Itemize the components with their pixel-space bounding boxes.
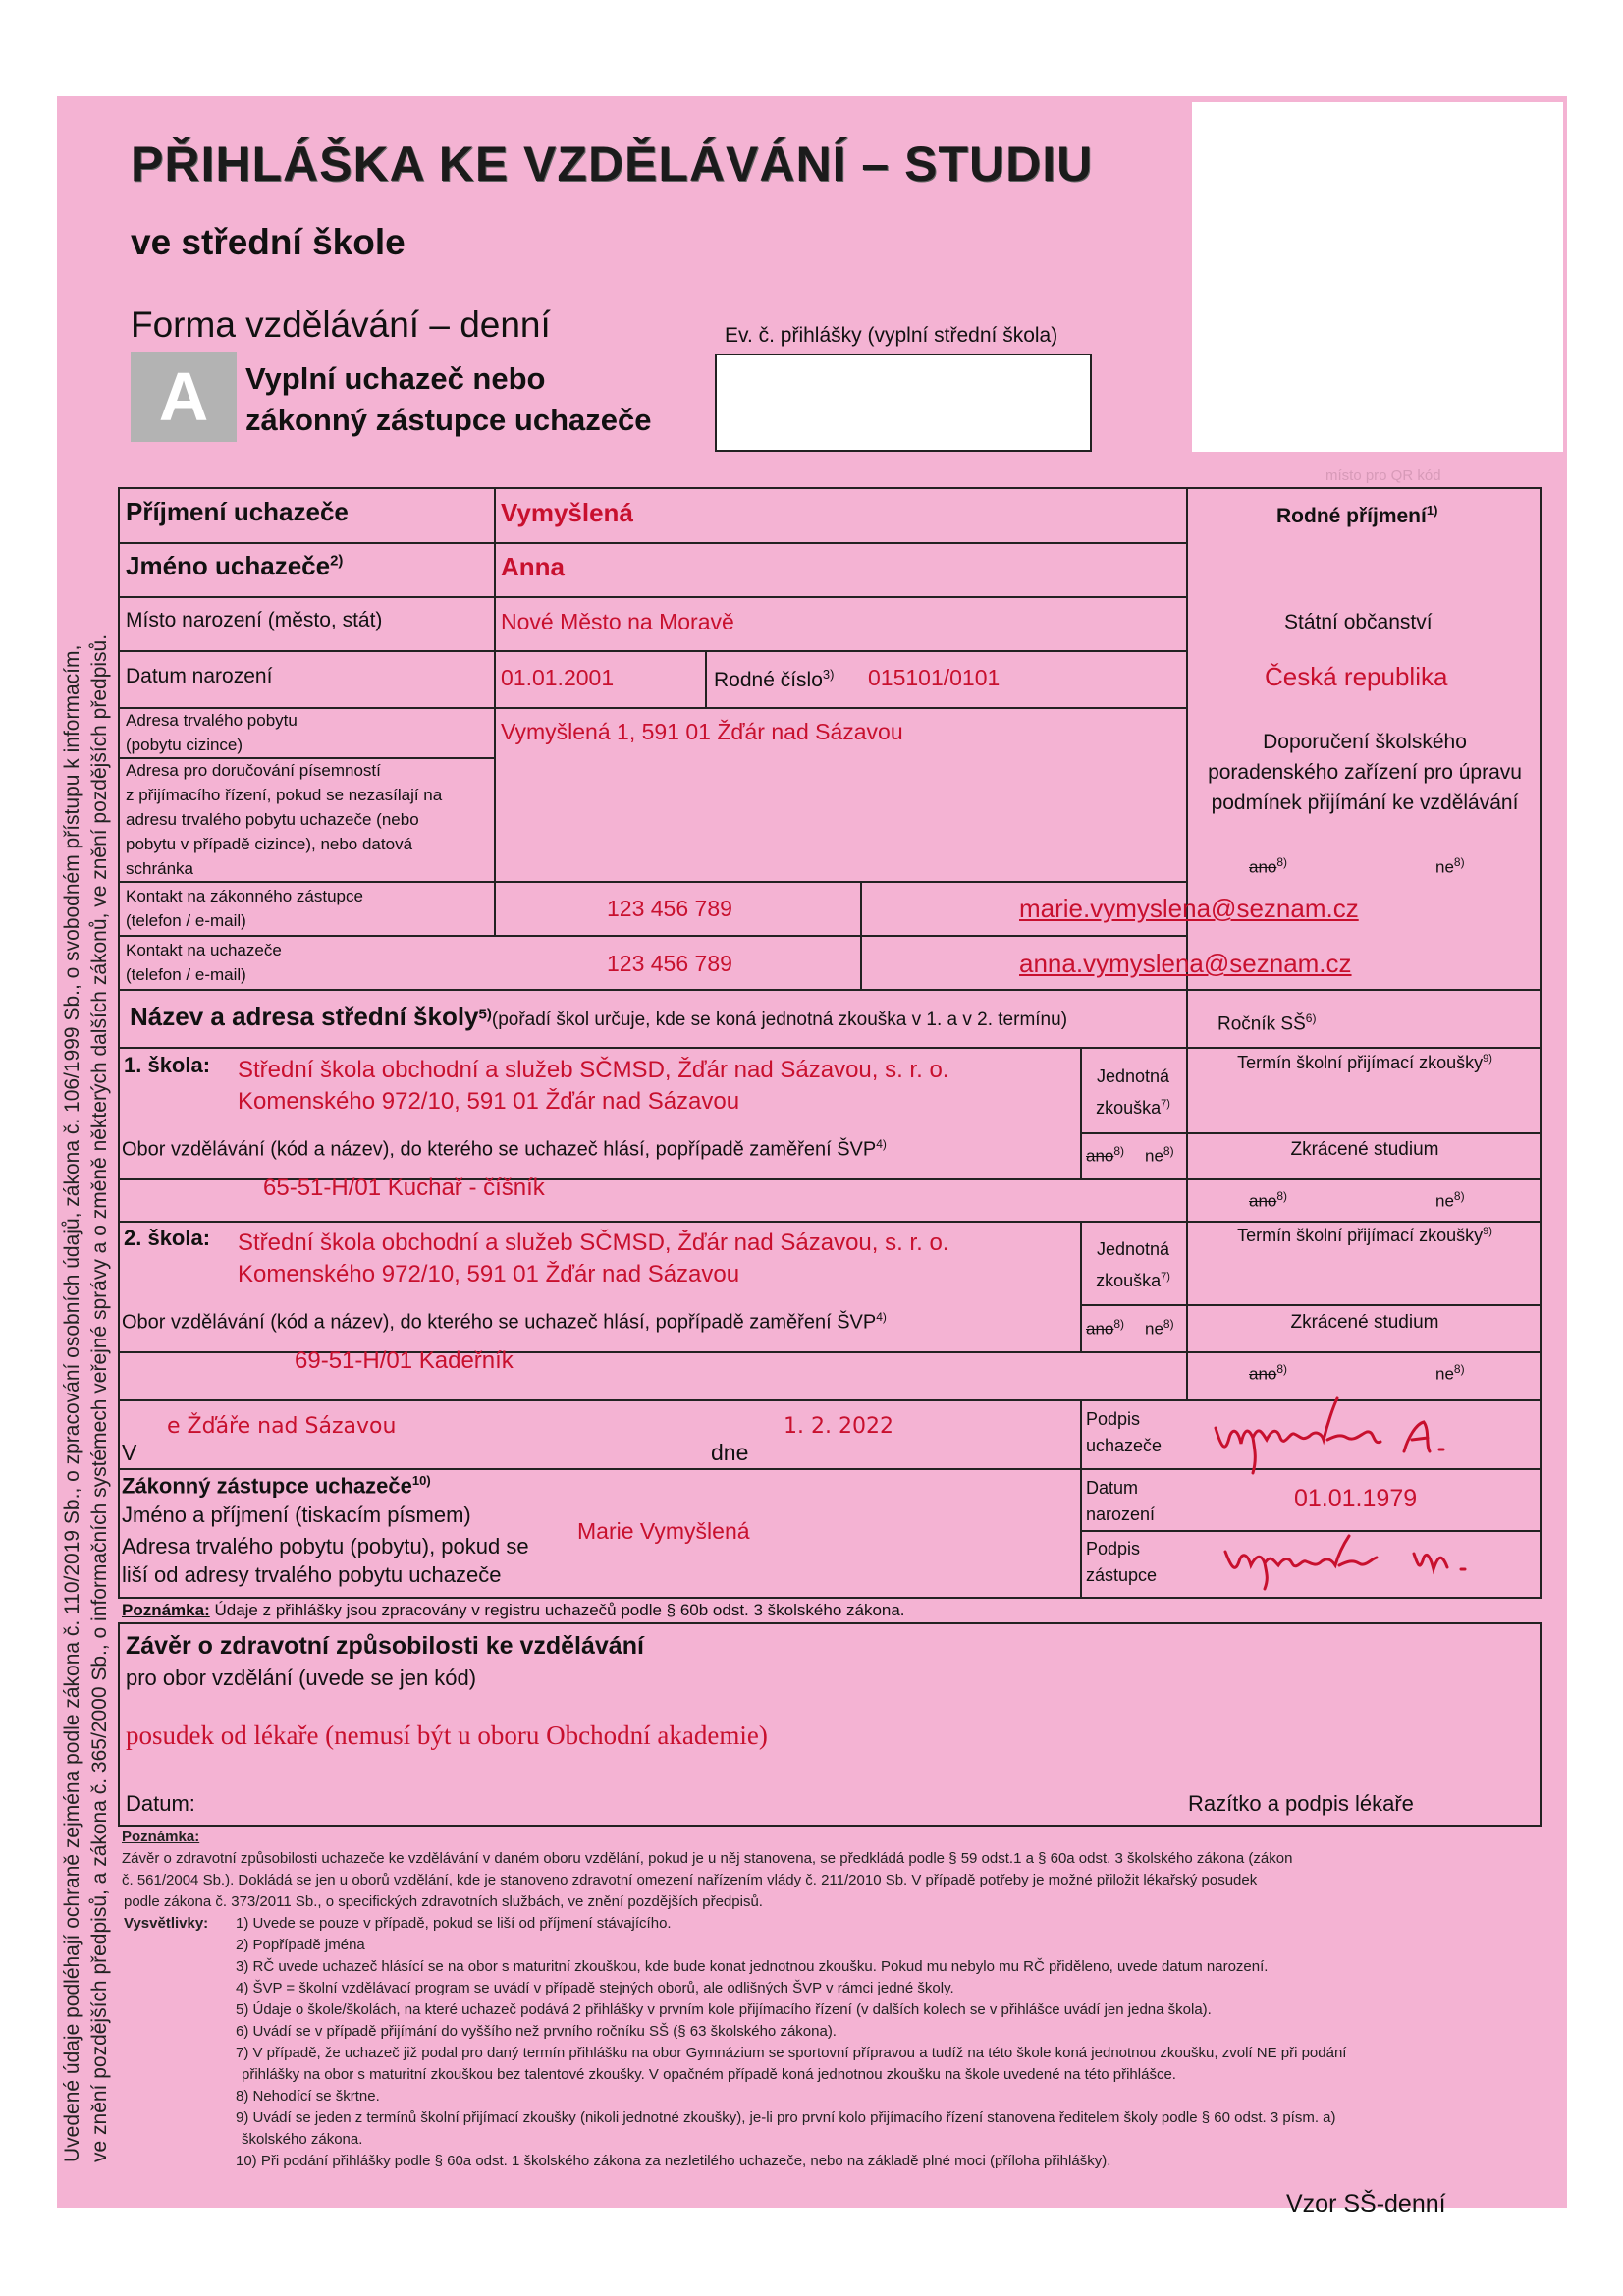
page-title: PŘIHLÁŠKA KE VZDĚLÁVÁNÍ – STUDIU [131, 137, 1094, 191]
footnote-item: 6) Uvádí se v případě přijímání do vyššího než prvního ročníku SŠ (§ 63 školského zákona). [236, 2023, 837, 2040]
footnote-item: 10) Při podání přihlášky podle § 60a odst. 1 školského zákona za nezletilého uchazeče, nebo na základě plné moci (příloha přihlášky). [236, 2153, 1111, 2169]
school1-short-study-label: Zkrácené studium [1290, 1139, 1439, 1160]
health-field[interactable]: posudek od lékaře (nemusí být u oboru Obchodní akademie) [126, 1721, 768, 1750]
footnote-item: 2) Popřípadě jména [236, 1937, 365, 1953]
footnotes [122, 1827, 1536, 2172]
health-title: Závěr o zdravotní způsobilosti ke vzdělávání [126, 1632, 644, 1660]
school1-exam-ano-option[interactable]: ano$^{8)}$ [1086, 1144, 1125, 1166]
birthplace-label: Místo narození (město, stát) [126, 609, 383, 631]
schools-header: Název a adresa střední školy$^{5)}$(pořadí škol určuje, kde se koná jednotná zkouška v 1. a v 2. termínu) [130, 1002, 1068, 1031]
recommendation-label: Doporučení školského poradenského zařízení pro úpravu podmínek přijímání ke vzdělávání [1208, 731, 1522, 814]
citizenship-field[interactable]: Česká republika [1265, 662, 1448, 691]
applicant-sign-label: Podpis uchazeče [1086, 1409, 1163, 1455]
footnote-item: 8) Nehodící se škrtne. [236, 2088, 380, 2105]
delivery-address-field[interactable] [497, 760, 1184, 878]
health-date-label: Datum: [126, 1791, 195, 1816]
recommendation-ne-option[interactable]: $ne^{8)}$ [1435, 855, 1465, 877]
guardian-sign-label: Podpis zástupce [1086, 1539, 1158, 1585]
rocnik-label: Ročník SŠ$^{6)}$ [1217, 1011, 1317, 1035]
guardian-signature[interactable] [1217, 1532, 1492, 1591]
side-legal-text-2: ve znění pozdějších předpisů, a zákona č. 365/2000 Sb., o informačních systémech veřejné správy a o změně některých dalších zákonů, ve znění pozdějších předpisů. [88, 633, 111, 2162]
footnote-note-label: Poznámka: [122, 1829, 200, 1845]
school2-name-field[interactable]: Střední škola obchodní a služeb SČMSD, Žďár nad Sázavou, s. r. o. [238, 1230, 949, 1256]
address-field[interactable]: Vymyšlená 1, 591 01 Žďár nad Sázavou [501, 719, 903, 744]
footnote-item: školského zákona. [242, 2131, 363, 2148]
school1-exam-ne-option[interactable]: $ne^{8)}$ [1145, 1144, 1174, 1166]
footnote-item: 1) Uvede se pouze v případě, pokud se liší od příjmení stávajícího. [236, 1915, 672, 1932]
guardian-name-field[interactable]: Marie Vymyšlená [577, 1518, 750, 1544]
school1-obor-label: Obor vzdělávání (kód a název), do kterého se uchazeč hlásí, popřípadě zaměření ŠVP$^{4)}$ [122, 1137, 887, 1161]
school2-short-study-label: Zkrácené studium [1290, 1312, 1439, 1333]
rc-label: Rodné číslo$^{3)}$ [714, 667, 835, 691]
delivery-address-label: Adresa pro doručování písemností z přijímacího řízení, pokud se nezasílají na adresu trvalého pobytu uchazeče (nebo pobytu v případě cizince), nebo datová schránka [126, 761, 443, 878]
page-subtitle: ve střední škole [131, 222, 406, 262]
applicant-signature[interactable] [1208, 1394, 1502, 1483]
school2-address-field[interactable]: Komenského 972/10, 591 01 Žďár nad Sázavou [238, 1261, 740, 1287]
qr-code-box [1192, 102, 1563, 452]
school2-exam-ne-option[interactable]: $ne^{8)}$ [1145, 1317, 1174, 1339]
form-type: Forma vzdělávání – denní [131, 304, 551, 345]
applicant-email-field[interactable]: anna.vymyslena@seznam.cz [1019, 949, 1352, 978]
model-label: Vzor SŠ-denní [1286, 2190, 1446, 2217]
footnote-item: 7) V případě, že uchazeč již podal pro daný termín přihlášku na obor Gymnázium se sportovní přípravou a tudíž na této škole koná jednotnou zkoušku, zvolí NE při podání [236, 2045, 1347, 2061]
guardian-dob-field[interactable]: 01.01.1979 [1294, 1485, 1418, 1512]
footnote-item: 5) Údaje o škole/školách, na které uchazeč podává 2 přihlášky v prvním kole přijímacího řízení (v dalších kolech se v přihlášce uvádí jen jedna škola). [236, 2001, 1212, 2018]
school2-short-ano-option[interactable]: ano$^{8)}$ [1249, 1362, 1288, 1384]
surname-label: Příjmení uchazeče [126, 497, 349, 526]
school2-obor-label: Obor vzdělávání (kód a název), do kterého se uchazeč hlásí, popřípadě zaměření ŠVP$^{4)}$ [122, 1310, 887, 1334]
school1-short-ne-option[interactable]: $ne^{8)}$ [1435, 1189, 1465, 1211]
school2-short-ne-option[interactable]: $ne^{8)}$ [1435, 1362, 1465, 1384]
date-prefix-label: dne [711, 1440, 749, 1465]
birthplace-field[interactable]: Nové Město na Moravě [501, 609, 734, 634]
birth-surname-label: Rodné příjmení$^{1)}$ [1276, 503, 1438, 527]
qr-code-label: místo pro QR kód [1325, 467, 1441, 484]
surname-field[interactable]: Vymyšlená [501, 498, 633, 527]
school1-label: 1. škola: [124, 1053, 211, 1077]
fill-by-line-2: zákonný zástupce uchazeče [245, 403, 652, 437]
guardian-dob-label: Datum narození [1086, 1478, 1156, 1524]
school2-exam-ano-option[interactable]: ano$^{8)}$ [1086, 1317, 1125, 1339]
school2-label: 2. škola: [124, 1226, 211, 1250]
ev-number-label: Ev. č. přihlášky (vyplní střední škola) [725, 324, 1058, 347]
name-label: Jméno uchazeče$^{2)}$ [126, 551, 344, 580]
guardian-address-label: Adresa trvalého pobytu (pobytu), pokud se liší od adresy trvalého pobytu uchazeče [122, 1534, 529, 1587]
footnote-item: přihlášky na obor s maturitní zkouškou bez talentové zkoušky. V opačném případě koná jednotnou zkoušku na škole uvedené na této přihlášce. [242, 2066, 1176, 2083]
rc-field[interactable]: 015101/0101 [868, 665, 1001, 690]
school2-exam-label: Jednotná zkouška$^{7)}$ [1096, 1239, 1170, 1290]
school1-term-label: Termín školní přijímací zkoušky$^{9)}$ [1237, 1053, 1492, 1072]
birthdate-label: Datum narození [126, 665, 273, 687]
applicant-contact-label: Kontakt na uchazeče (telefon / e-mail) [126, 941, 282, 984]
fill-by-line-1: Vyplní uchazeč nebo [245, 361, 546, 396]
footnote-item: 3) RČ uvede uchazeč hlásící se na obor s maturitní zkouškou, kde bude konat jednotnou zkoušku. Pokud mu nebylo mu RČ přiděleno, uvede datum narození. [236, 1958, 1269, 1975]
place-field[interactable]: e Žďáře nad Sázavou [167, 1414, 397, 1439]
school1-address-field[interactable]: Komenského 972/10, 591 01 Žďár nad Sázavou [238, 1088, 740, 1115]
place-prefix-label: V [122, 1440, 137, 1465]
guardian-email-field[interactable]: marie.vymyslena@seznam.cz [1019, 894, 1359, 923]
footnote-item: 4) ŠVP = školní vzdělávací program se uvádí v případě stejných oborů, ale odlišných ŠVP v rámci jedné školy. [236, 1980, 954, 1996]
registry-note: Poznámka: Údaje z přihlášky jsou zpracovány v registru uchazečů podle § 60b odst. 3 školského zákona. [122, 1601, 905, 1619]
date-field[interactable]: 1. 2. 2022 [784, 1414, 893, 1439]
ev-number-box[interactable] [715, 354, 1092, 452]
guardian-label: Zákonný zástupce uchazeče$^{10)}$ [122, 1473, 431, 1499]
school1-short-ano-option[interactable]: ano$^{8)}$ [1249, 1189, 1288, 1211]
guardian-name-label: Jméno a příjmení (tiskacím písmem) [122, 1503, 471, 1527]
health-subtitle: pro obor vzdělání (uvede se jen kód) [126, 1666, 477, 1690]
school2-term-label: Termín školní přijímací zkoušky$^{9)}$ [1237, 1226, 1492, 1245]
side-legal-text-1: Uvedené údaje podléhají ochraně zejména podle zákona č. 110/2019 Sb., o zpracování osobních údajů, zákona č. 106/1999 Sb., o svobodném přístupu k informacím, [61, 644, 83, 2162]
footnote-item: 9) Uvádí se jeden z termínů školní přijímací zkoušky (nikoli jednotné zkoušky), je-li pro první kolo přijímacího řízení stanovena ředitelem školy podle § 60 odst. 3 písm. a) [236, 2109, 1336, 2126]
school2-obor-field[interactable]: 69-51-H/01 Kadeřník [295, 1347, 514, 1374]
guardian-phone-field[interactable]: 123 456 789 [607, 896, 732, 921]
birthdate-field[interactable]: 01.01.2001 [501, 665, 615, 690]
school1-exam-label: Jednotná zkouška$^{7)}$ [1096, 1066, 1170, 1118]
recommendation-ano-option[interactable]: ano$^{8)}$ [1249, 855, 1288, 877]
citizenship-label: Státní občanství [1284, 611, 1433, 633]
section-letter: A [158, 358, 209, 435]
section-letter-badge [131, 352, 237, 442]
address-label: Adresa trvalého pobytu (pobytu cizince) [126, 711, 298, 754]
name-field[interactable]: Anna [501, 552, 565, 581]
footnote-explain-label: Vysvětlivky: [124, 1915, 209, 1932]
applicant-phone-field[interactable]: 123 456 789 [607, 951, 732, 976]
guardian-contact-label: Kontakt na zákonného zástupce (telefon / e-mail) [126, 887, 363, 930]
school1-obor-field[interactable]: 65-51-H/01 Kuchař - číšník [263, 1175, 545, 1201]
footnote-note-line: Závěr o zdravotní způsobilosti uchazeče ke vzdělávání v daném oboru vzdělání, pokud je u něj stanovena, se předkládá podle § 59 odst.1 a § 60a odst. 3 školského zákona (zákon [122, 1850, 1293, 1867]
school1-name-field[interactable]: Střední škola obchodní a služeb SČMSD, Žďár nad Sázavou, s. r. o. [238, 1057, 949, 1083]
footnote-note-line: podle zákona č. 373/2011 Sb., o specifických zdravotních službách, ve znění pozdějších předpisů. [124, 1893, 763, 1910]
footnote-note-line: č. 561/2004 Sb.). Dokládá se jen u oborů vzdělání, kde je stanoveno zdravotní omezení nařízením vlády č. 211/2010 Sb. V případě potřeby je možné přiložit lékařský posudek [122, 1872, 1258, 1888]
health-stamp-label: Razítko a podpis lékaře [1188, 1791, 1414, 1816]
